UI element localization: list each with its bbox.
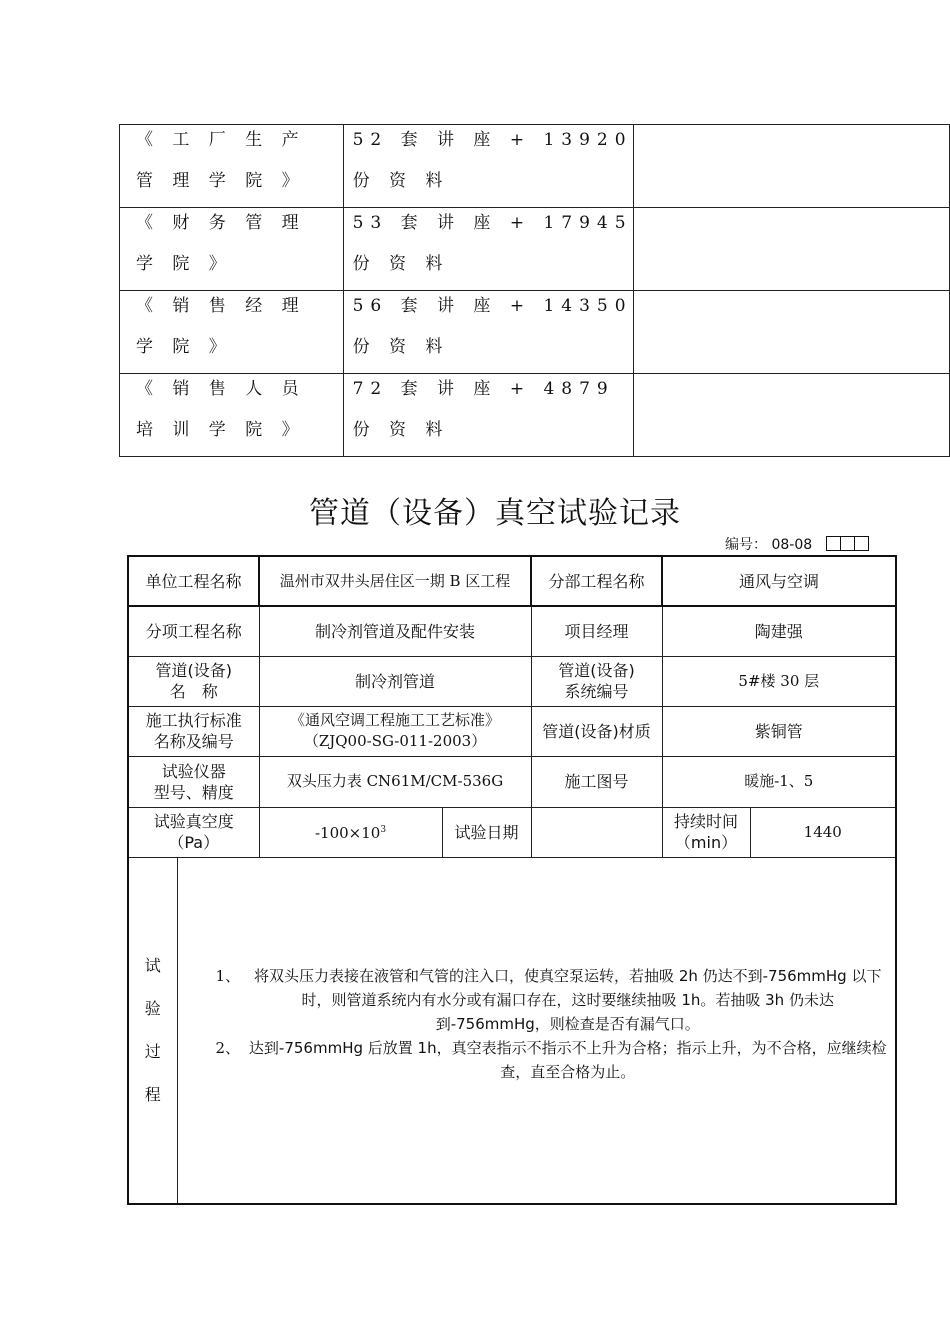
label-line: 管道(设备) [558,661,635,680]
catalog-row [120,208,950,291]
code-box [840,536,855,551]
catalog-desc-line: 52 套 讲 座 + 13920 [352,130,633,150]
catalog-row [120,291,950,374]
catalog-desc-cell [343,291,633,374]
catalog-desc-cell [343,208,633,291]
form-row [128,857,896,1204]
process-steps [216,964,888,1084]
drawing-value: 暖施-1、5 [662,756,896,807]
form-row [128,556,896,606]
form-row [128,706,896,756]
label-line: 型号、精度 [153,782,234,802]
label-line: 系统编号 [564,682,629,701]
vacuum-exponent: 3 [380,825,387,835]
process-label-char: 过 [144,1042,161,1062]
catalog-desc-line: 份 资 料 [352,337,450,357]
form-row [128,656,896,706]
system-no-value: 5#楼 30 层 [662,656,896,706]
catalog-title-line: 《 销 售 经 理 [136,296,306,316]
catalog-title-cell [120,291,344,374]
catalog-title-line: 《 销 售 人 员 [136,379,306,399]
process-label-char: 试 [144,956,161,976]
code-value: 08-08 [771,537,813,553]
division-label: 分部工程名称 [531,556,662,606]
catalog-empty-cell [633,208,949,291]
process-content [177,857,896,1204]
document-code [725,534,869,555]
process-label-char: 程 [144,1085,161,1105]
vacuum-value [259,807,442,857]
step-text: 达到-756mmHg 后放置 1h，真空表指示不指示不上升为合格；指示上升，为不合格，应继续检查，直至合格为止。 [248,1038,887,1081]
code-boxes [827,536,869,555]
pipe-name-value: 制冷剂管道 [259,656,531,706]
document-title: 管道（设备）真空试验记录 [309,496,681,531]
subitem-label: 分项工程名称 [128,606,259,656]
label-line: （Pa） [168,833,220,852]
catalog-desc-line: 份 资 料 [352,420,450,440]
catalog-title-cell [120,208,344,291]
label-line: 试验真空度 [153,812,234,831]
catalog-table [119,124,950,457]
process-label [128,857,177,1204]
manager-label: 项目经理 [531,606,662,656]
duration-label [662,807,750,857]
label-line: 试验仪器 [161,761,226,781]
form-row [128,807,896,857]
code-box [826,536,841,551]
label-line: 持续时间 [674,812,739,831]
vacuum-label [128,807,259,857]
standard-label [128,706,259,756]
catalog-empty-cell [633,125,949,208]
date-value [531,807,662,857]
catalog-title-line: 培 训 学 院 》 [136,420,306,440]
catalog-title-cell [120,374,344,457]
label-line: 管道(设备) [155,661,232,680]
catalog-title-line: 学 院 》 [136,337,233,357]
catalog-desc-line: 72 套 讲 座 + 4879 [352,379,615,399]
instrument-value: 双头压力表 CN61M/CM-536G [259,756,531,807]
process-label-char: 验 [144,999,161,1019]
catalog-desc-cell [343,374,633,457]
catalog-desc-line: 56 套 讲 座 + 14350 [352,296,633,316]
catalog-title-line: 《 财 务 管 理 [136,213,306,233]
catalog-desc-cell [343,125,633,208]
catalog-desc-line: 份 资 料 [352,171,450,191]
catalog-title-cell [120,125,344,208]
drawing-label: 施工图号 [531,756,662,807]
catalog-title-line: 学 院 》 [136,254,233,274]
process-step [216,1036,888,1084]
subitem-value: 制冷剂管道及配件安装 [259,606,531,656]
catalog-row [120,125,950,208]
code-box [854,536,869,551]
catalog-desc-line: 份 资 料 [352,254,450,274]
catalog-empty-cell [633,374,949,457]
code-label: 编号： [725,537,767,553]
step-text: 将双头压力表接在液管和气管的注入口，使真空泵运转，若抽吸 2h 仍达不到-756mmHg 以下时，则管道系统内有水分或有漏口存在，这时要继续抽吸 1h。若抽吸 3h 仍未达到-756mmHg，则检查是否有漏气口。 [254,966,882,1033]
label-line: （min） [674,833,738,852]
system-no-label [531,656,662,706]
label-line: 施工执行标准 [145,711,242,730]
catalog-title-line: 管 理 学 院 》 [136,171,306,191]
division-value: 通风与空调 [662,556,896,606]
unit-project-value: 温州市双井头居住区一期 B 区工程 [259,556,531,606]
standard-number: （ZJQ00-SG-011-2003） [303,732,487,750]
form-row [128,606,896,656]
unit-project-label: 单位工程名称 [128,556,259,606]
date-label: 试验日期 [442,807,531,857]
catalog-desc-line: 53 套 讲 座 + 17945 [352,213,633,233]
material-label: 管道(设备)材质 [531,706,662,756]
vacuum-number: -100×10 [314,824,381,842]
manager-value: 陶建强 [662,606,896,656]
standard-name: 《通风空调工程施工工艺标准》 [290,711,501,729]
vacuum-test-record-form [127,555,897,1205]
material-value: 紫铜管 [662,706,896,756]
pipe-name-label [128,656,259,706]
step-number: 2、 [215,1038,241,1057]
duration-value: 1440 [750,807,896,857]
step-number: 1、 [215,966,241,985]
label-line: 名 称 [169,682,218,701]
form-row [128,756,896,807]
instrument-label [128,756,259,807]
catalog-row [120,374,950,457]
label-line: 名称及编号 [153,732,234,751]
catalog-title-line: 《 工 厂 生 产 [136,130,306,150]
process-step [216,964,888,1036]
standard-value [259,706,531,756]
catalog-empty-cell [633,291,949,374]
